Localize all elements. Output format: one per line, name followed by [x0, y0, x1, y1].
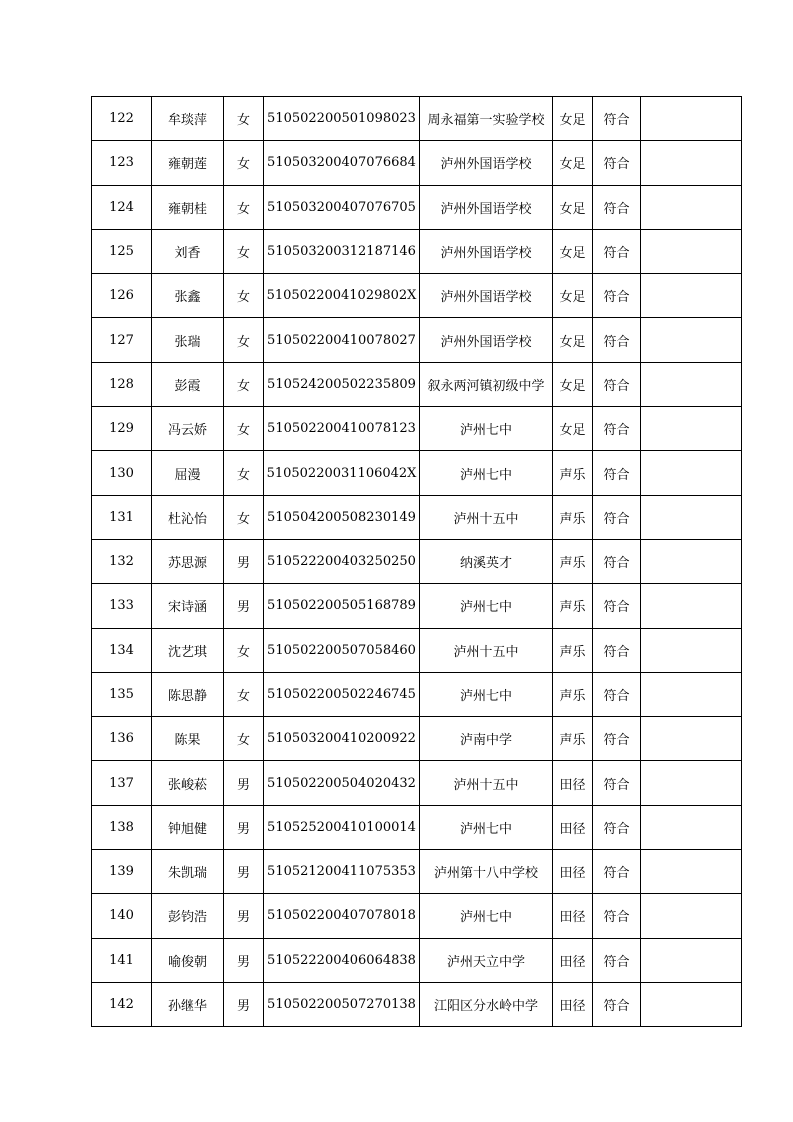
- cell-event: 女足: [553, 362, 593, 406]
- table-row: [92, 185, 742, 229]
- cell-event: 女足: [553, 274, 593, 318]
- cell-school: 叙永两河镇初级中学: [420, 362, 553, 406]
- cell-note: [641, 717, 742, 761]
- cell-school: 泸州十五中: [420, 628, 553, 672]
- cell-result: 符合: [593, 672, 641, 716]
- cell-number: 133: [92, 584, 152, 628]
- cell-school: 泸州七中: [420, 407, 553, 451]
- cell-name: 钟旭健: [152, 805, 224, 849]
- cell-event: 声乐: [553, 584, 593, 628]
- cell-id-number: 510503200410200922: [264, 717, 420, 761]
- cell-name: 宋诗涵: [152, 584, 224, 628]
- cell-school: 泸州天立中学: [420, 938, 553, 982]
- cell-result: 符合: [593, 938, 641, 982]
- cell-gender: 女: [224, 97, 264, 141]
- cell-number: 137: [92, 761, 152, 805]
- cell-name: 雍朝桂: [152, 185, 224, 229]
- cell-name: 张瑞: [152, 318, 224, 362]
- cell-name: 冯云娇: [152, 407, 224, 451]
- cell-id-number: 510502200504020432: [264, 761, 420, 805]
- cell-event: 女足: [553, 407, 593, 451]
- cell-number: 139: [92, 850, 152, 894]
- cell-result: 符合: [593, 141, 641, 185]
- cell-event: 声乐: [553, 672, 593, 716]
- cell-gender: 男: [224, 584, 264, 628]
- table-row: [92, 539, 742, 583]
- table-row: [92, 628, 742, 672]
- cell-number: 131: [92, 495, 152, 539]
- cell-event: 田径: [553, 761, 593, 805]
- cell-gender: 男: [224, 805, 264, 849]
- table-row: [92, 717, 742, 761]
- cell-note: [641, 539, 742, 583]
- cell-gender: 女: [224, 229, 264, 273]
- cell-note: [641, 451, 742, 495]
- cell-result: 符合: [593, 407, 641, 451]
- cell-note: [641, 938, 742, 982]
- cell-name: 牟琰萍: [152, 97, 224, 141]
- cell-name: 朱凯瑞: [152, 850, 224, 894]
- cell-name: 沈艺琪: [152, 628, 224, 672]
- cell-note: [641, 97, 742, 141]
- cell-school: 泸州七中: [420, 805, 553, 849]
- cell-result: 符合: [593, 274, 641, 318]
- cell-result: 符合: [593, 185, 641, 229]
- table-row: [92, 451, 742, 495]
- cell-id-number: 510502200507058460: [264, 628, 420, 672]
- cell-name: 刘香: [152, 229, 224, 273]
- cell-school: 泸州七中: [420, 584, 553, 628]
- cell-id-number: 510502200505168789: [264, 584, 420, 628]
- cell-result: 符合: [593, 894, 641, 938]
- cell-note: [641, 850, 742, 894]
- cell-gender: 男: [224, 761, 264, 805]
- cell-id-number: 510503200312187146: [264, 229, 420, 273]
- cell-note: [641, 274, 742, 318]
- cell-school: 泸州外国语学校: [420, 141, 553, 185]
- cell-school: 泸州外国语学校: [420, 274, 553, 318]
- cell-number: 134: [92, 628, 152, 672]
- cell-name: 彭霞: [152, 362, 224, 406]
- cell-gender: 女: [224, 318, 264, 362]
- table-row: [92, 229, 742, 273]
- cell-name: 孙继华: [152, 982, 224, 1026]
- table-row: [92, 318, 742, 362]
- cell-number: 123: [92, 141, 152, 185]
- cell-note: [641, 318, 742, 362]
- table-row: [92, 982, 742, 1026]
- cell-name: 喻俊朝: [152, 938, 224, 982]
- cell-number: 125: [92, 229, 152, 273]
- cell-name: 张鑫: [152, 274, 224, 318]
- cell-id-number: 510502200407078018: [264, 894, 420, 938]
- cell-name: 苏思源: [152, 539, 224, 583]
- cell-event: 声乐: [553, 495, 593, 539]
- cell-number: 132: [92, 539, 152, 583]
- cell-event: 女足: [553, 185, 593, 229]
- cell-result: 符合: [593, 362, 641, 406]
- cell-note: [641, 982, 742, 1026]
- table-row: [92, 894, 742, 938]
- cell-result: 符合: [593, 628, 641, 672]
- cell-number: 140: [92, 894, 152, 938]
- table-row: [92, 407, 742, 451]
- cell-name: 陈思静: [152, 672, 224, 716]
- cell-gender: 男: [224, 982, 264, 1026]
- cell-event: 声乐: [553, 451, 593, 495]
- table-row: [92, 97, 742, 141]
- cell-id-number: 510502200501098023: [264, 97, 420, 141]
- cell-number: 129: [92, 407, 152, 451]
- cell-name: 屈漫: [152, 451, 224, 495]
- cell-event: 女足: [553, 141, 593, 185]
- cell-result: 符合: [593, 850, 641, 894]
- cell-gender: 女: [224, 407, 264, 451]
- cell-id-number: 510524200502235809: [264, 362, 420, 406]
- cell-gender: 女: [224, 495, 264, 539]
- cell-result: 符合: [593, 805, 641, 849]
- cell-event: 女足: [553, 229, 593, 273]
- cell-name: 彭钧浩: [152, 894, 224, 938]
- cell-name: 张峻菘: [152, 761, 224, 805]
- cell-note: [641, 761, 742, 805]
- cell-note: [641, 407, 742, 451]
- cell-school: 江阳区分水岭中学: [420, 982, 553, 1026]
- table-row: [92, 672, 742, 716]
- table-row: [92, 362, 742, 406]
- cell-gender: 女: [224, 451, 264, 495]
- cell-number: 124: [92, 185, 152, 229]
- cell-note: [641, 805, 742, 849]
- cell-id-number: 510522200403250250: [264, 539, 420, 583]
- cell-id-number: 510502200502246745: [264, 672, 420, 716]
- roster-table-body: [92, 97, 742, 1027]
- cell-event: 女足: [553, 318, 593, 362]
- cell-school: 周永福第一实验学校: [420, 97, 553, 141]
- cell-gender: 女: [224, 274, 264, 318]
- cell-school: 纳溪英才: [420, 539, 553, 583]
- cell-result: 符合: [593, 318, 641, 362]
- cell-school: 泸州外国语学校: [420, 318, 553, 362]
- cell-event: 女足: [553, 97, 593, 141]
- cell-number: 130: [92, 451, 152, 495]
- table-row: [92, 850, 742, 894]
- cell-note: [641, 185, 742, 229]
- cell-note: [641, 628, 742, 672]
- cell-number: 122: [92, 97, 152, 141]
- cell-id-number: 510525200410100014: [264, 805, 420, 849]
- cell-note: [641, 584, 742, 628]
- cell-number: 126: [92, 274, 152, 318]
- cell-number: 127: [92, 318, 152, 362]
- cell-gender: 男: [224, 938, 264, 982]
- cell-school: 泸州外国语学校: [420, 229, 553, 273]
- cell-number: 136: [92, 717, 152, 761]
- cell-id-number: 510502200410078123: [264, 407, 420, 451]
- cell-id-number: 51050220031106042X: [264, 451, 420, 495]
- cell-school: 泸州十五中: [420, 495, 553, 539]
- cell-number: 135: [92, 672, 152, 716]
- cell-event: 声乐: [553, 539, 593, 583]
- cell-result: 符合: [593, 495, 641, 539]
- cell-note: [641, 894, 742, 938]
- cell-name: 杜沁怡: [152, 495, 224, 539]
- cell-note: [641, 362, 742, 406]
- cell-id-number: 510504200508230149: [264, 495, 420, 539]
- cell-school: 泸州外国语学校: [420, 185, 553, 229]
- cell-event: 声乐: [553, 628, 593, 672]
- cell-gender: 女: [224, 672, 264, 716]
- cell-school: 泸州第十八中学校: [420, 850, 553, 894]
- cell-id-number: 510502200410078027: [264, 318, 420, 362]
- cell-result: 符合: [593, 584, 641, 628]
- cell-name: 雍朝莲: [152, 141, 224, 185]
- table-row: [92, 495, 742, 539]
- cell-gender: 女: [224, 717, 264, 761]
- cell-gender: 男: [224, 850, 264, 894]
- cell-number: 128: [92, 362, 152, 406]
- cell-id-number: 510503200407076684: [264, 141, 420, 185]
- cell-result: 符合: [593, 717, 641, 761]
- cell-result: 符合: [593, 451, 641, 495]
- cell-number: 141: [92, 938, 152, 982]
- cell-school: 泸州十五中: [420, 761, 553, 805]
- cell-gender: 女: [224, 141, 264, 185]
- cell-number: 138: [92, 805, 152, 849]
- cell-id-number: 510522200406064838: [264, 938, 420, 982]
- cell-event: 声乐: [553, 717, 593, 761]
- cell-result: 符合: [593, 229, 641, 273]
- cell-gender: 女: [224, 628, 264, 672]
- table-row: [92, 805, 742, 849]
- table-row: [92, 141, 742, 185]
- cell-school: 泸南中学: [420, 717, 553, 761]
- table-row: [92, 274, 742, 318]
- cell-school: 泸州七中: [420, 451, 553, 495]
- cell-event: 田径: [553, 982, 593, 1026]
- cell-name: 陈果: [152, 717, 224, 761]
- table-row: [92, 761, 742, 805]
- cell-event: 田径: [553, 850, 593, 894]
- cell-school: 泸州七中: [420, 672, 553, 716]
- cell-gender: 男: [224, 894, 264, 938]
- cell-note: [641, 672, 742, 716]
- cell-note: [641, 141, 742, 185]
- cell-result: 符合: [593, 97, 641, 141]
- cell-gender: 男: [224, 539, 264, 583]
- cell-school: 泸州七中: [420, 894, 553, 938]
- roster-table: [91, 96, 742, 1027]
- cell-gender: 女: [224, 185, 264, 229]
- cell-id-number: 510503200407076705: [264, 185, 420, 229]
- cell-id-number: 510521200411075353: [264, 850, 420, 894]
- cell-result: 符合: [593, 539, 641, 583]
- table-row: [92, 938, 742, 982]
- cell-note: [641, 495, 742, 539]
- cell-event: 田径: [553, 938, 593, 982]
- cell-note: [641, 229, 742, 273]
- cell-gender: 女: [224, 362, 264, 406]
- table-row: [92, 584, 742, 628]
- cell-event: 田径: [553, 805, 593, 849]
- cell-id-number: 51050220041029802X: [264, 274, 420, 318]
- cell-result: 符合: [593, 982, 641, 1026]
- cell-event: 田径: [553, 894, 593, 938]
- cell-number: 142: [92, 982, 152, 1026]
- cell-result: 符合: [593, 761, 641, 805]
- cell-id-number: 510502200507270138: [264, 982, 420, 1026]
